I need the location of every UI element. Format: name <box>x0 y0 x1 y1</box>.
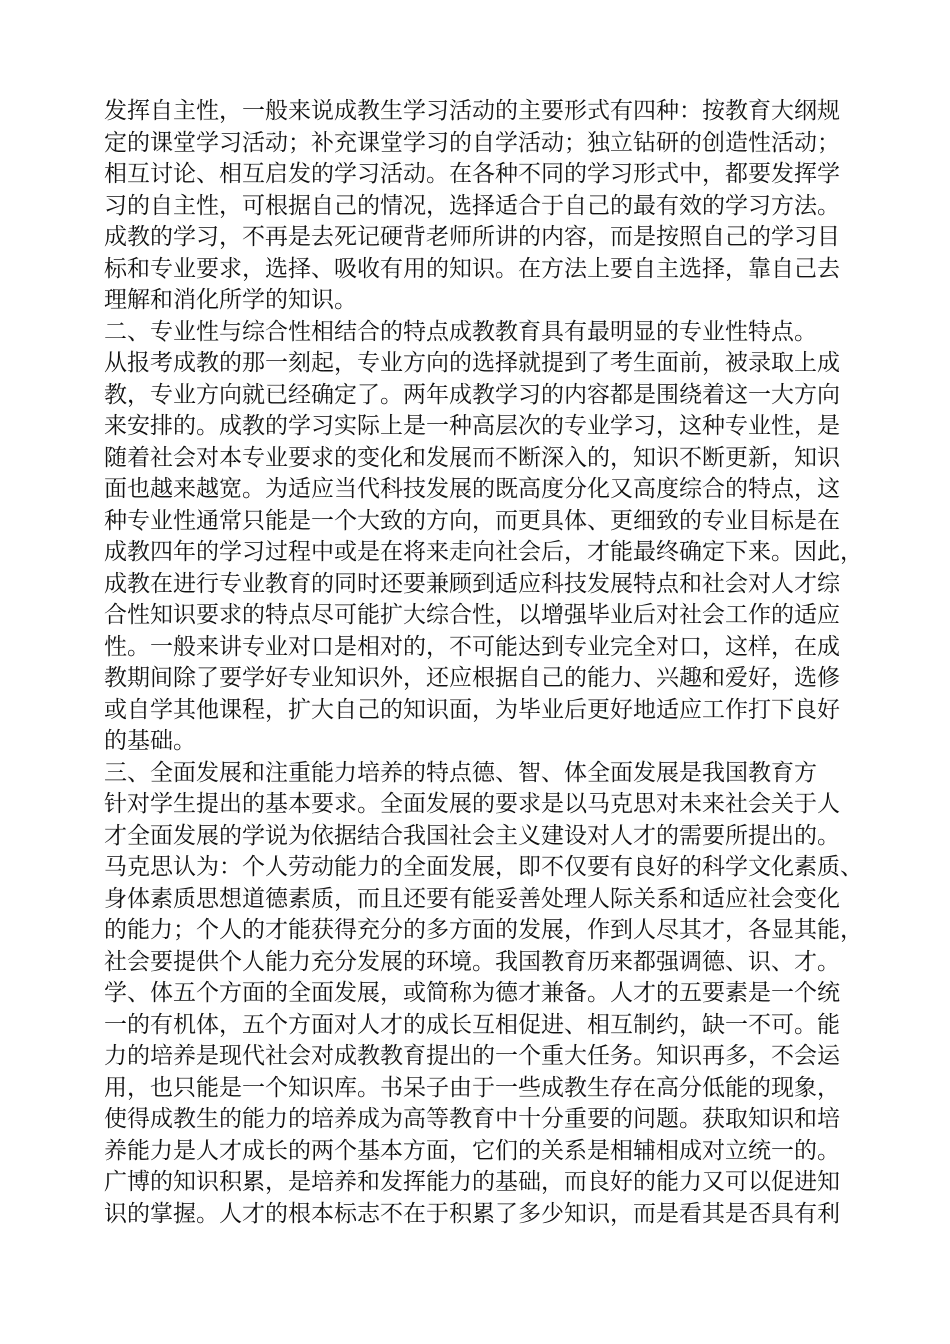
text-line: 种专业性通常只能是一个大致的方向，而更具体、更细致的专业目标是在 <box>104 507 840 534</box>
text-line: 成教在进行专业教育的同时还要兼顾到适应科技发展特点和社会对人才综 <box>104 570 840 597</box>
text-line: 教期间除了要学好专业知识外，还应根据自己的能力、兴趣和爱好，选修 <box>104 665 840 691</box>
section-heading-line: 二、专业性与综合性相结合的特点成教教育具有最明显的专业性特点。 <box>104 318 817 345</box>
text-line: 标和专业要求，选择、吸收有用的知识。在方法上要自主选择，靠自己去 <box>104 255 840 282</box>
text-line: 成教四年的学习过程中或是在将来走向社会后，才能最终确定下来。因此， <box>104 539 863 565</box>
text-line: 马克思认为：个人劳动能力的全面发展，即不仅要有良好的科学文化素质、 <box>104 854 863 880</box>
text-line: 的基础。 <box>104 728 196 754</box>
text-line: 用，也只能是一个知识库。书呆子由于一些成教生存在高分低能的现象， <box>104 1074 840 1101</box>
text-line: 定的课堂学习活动；补充课堂学习的自学活动；独立钻研的创造性活动； <box>104 129 840 156</box>
text-line: 广博的知识积累，是培养和发挥能力的基础，而良好的能力又可以促进知 <box>104 1169 840 1195</box>
text-line: 性。一般来讲专业对口是相对的，不可能达到专业完全对口，这样，在成 <box>104 633 840 660</box>
text-line: 力的培养是现代社会对成教教育提出的一个重大任务。知识再多，不会运 <box>104 1043 840 1069</box>
text-line: 识的掌握。人才的根本标志不在于积累了多少知识，而是看其是否具有利 <box>104 1200 840 1227</box>
text-line: 合性知识要求的特点尽可能扩大综合性，以增强毕业后对社会工作的适应 <box>104 602 840 628</box>
text-line: 面也越来越宽。为适应当代科技发展的既高度分化又高度综合的特点，这 <box>104 476 840 502</box>
text-line: 社会要提供个人能力充分发展的环境。我国教育历来都强调德、识、才。 <box>104 948 840 975</box>
text-line: 教，专业方向就已经确定了。两年成教学习的内容都是围绕着这一大方向 <box>104 381 840 408</box>
text-line: 一的有机体，五个方面对人才的成长互相促进、相互制约，缺一不可。能 <box>104 1011 840 1038</box>
text-line: 学、体五个方面的全面发展，或简称为德才兼备。人才的五要素是一个统 <box>104 980 840 1006</box>
text-line: 习的自主性，可根据自己的情况，选择适合于自己的最有效的学习方法。 <box>104 192 840 219</box>
text-line: 或自学其他课程，扩大自己的知识面，为毕业后更好地适应工作打下良好 <box>104 696 840 723</box>
body-text <box>104 96 884 1230</box>
text-line: 从报考成教的那一刻起，专业方向的选择就提到了考生面前，被录取上成 <box>104 350 840 376</box>
text-line: 相互讨论、相互启发的学习活动。在各种不同的学习形式中，都要发挥学 <box>104 161 840 187</box>
text-line: 养能力是人才成长的两个基本方面，它们的关系是相辅相成对立统一的。 <box>104 1137 840 1164</box>
text-line: 发挥自主性，一般来说成教生学习活动的主要形式有四种：按教育大纲规 <box>104 98 840 124</box>
section-heading-line: 三、全面发展和注重能力培养的特点德、智、体全面发展是我国教育方 <box>104 759 817 786</box>
text-line: 成教的学习，不再是去死记硬背老师所讲的内容，而是按照自己的学习目 <box>104 224 840 250</box>
text-line: 随着社会对本专业要求的变化和发展而不断深入的，知识不断更新，知识 <box>104 444 840 471</box>
text-line: 才全面发展的学说为依据结合我国社会主义建设对人才的需要所提出的。 <box>104 822 840 849</box>
text-line: 针对学生提出的基本要求。全面发展的要求是以马克思对未来社会关于人 <box>104 791 840 817</box>
text-line: 来安排的。成教的学习实际上是一种高层次的专业学习，这种专业性，是 <box>104 413 840 439</box>
text-line: 使得成教生的能力的培养成为高等教育中十分重要的问题。获取知识和培 <box>104 1106 840 1132</box>
text-line: 身体素质思想道德素质，而且还要有能妥善处理人际关系和适应社会变化 <box>104 885 840 912</box>
text-line: 理解和消化所学的知识。 <box>104 287 357 313</box>
text-line: 的能力；个人的才能获得充分的多方面的发展，作到人尽其才，各显其能， <box>104 917 863 943</box>
